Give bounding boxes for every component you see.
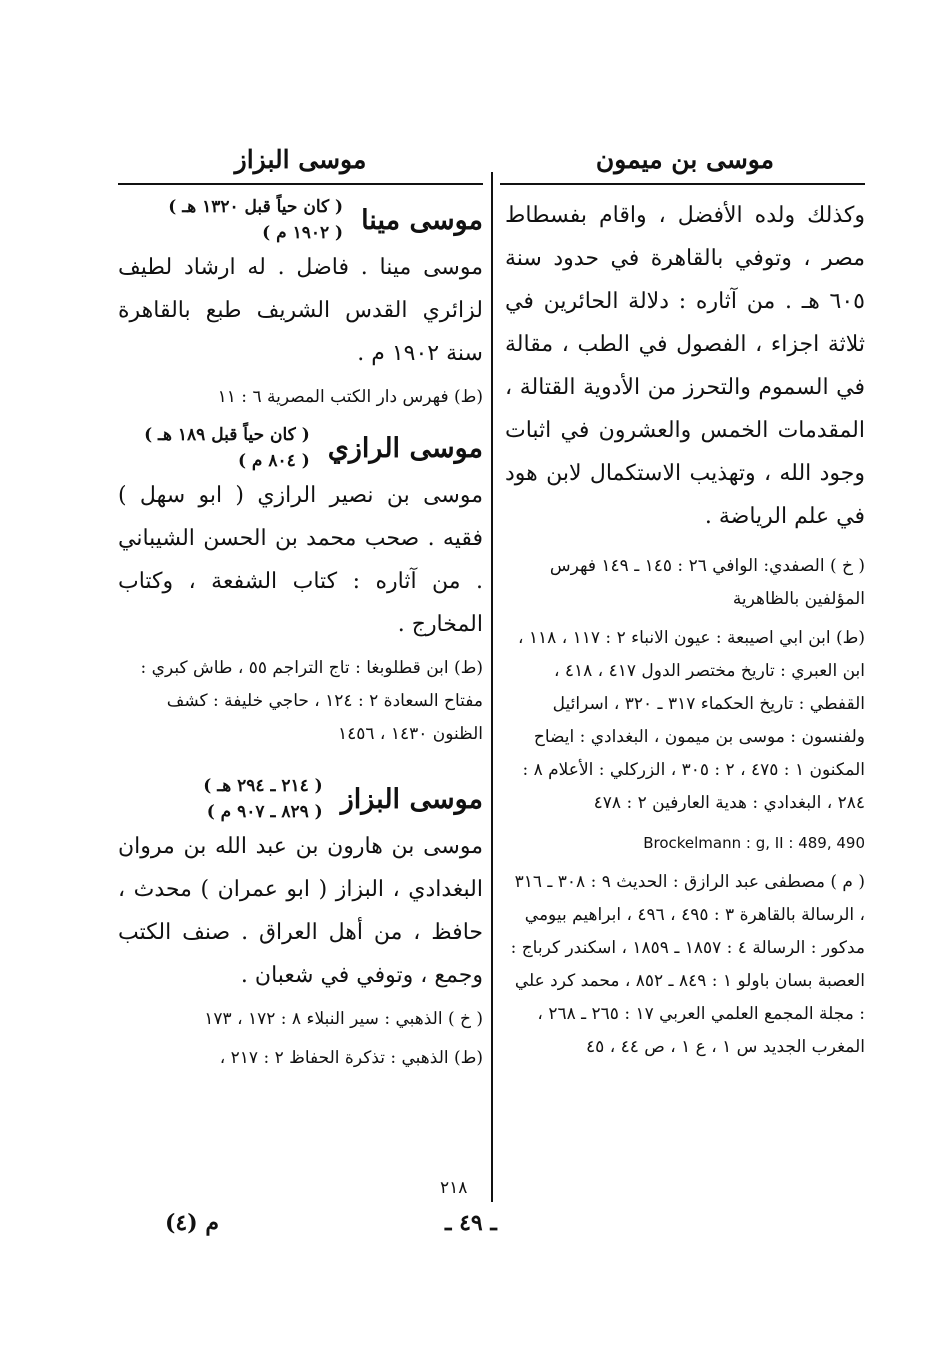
entry-paragraph: موسى بن هارون بن عبد الله بن مروان البغدادي ، البزاز ( ابو عمران ) محدث ، حافظ ، من أهل العراق . صنف الكتب وجمع ، وتوفي في شعبان . — [118, 834, 483, 988]
entry-name: موسى الرازي — [327, 432, 483, 464]
entry-paragraph: موسى بن نصير الرازي ( ابو سهل ) فقيه . صحب محمد بن الحسن الشيباني . من آثاره : كتاب الشفعة ، وكتاب المخارج . — [118, 483, 483, 637]
signature-mark: م (٤) — [165, 1210, 219, 1236]
right-source-latin: Brockelmann : g, II : 489, 490 — [643, 834, 865, 852]
entry-dates — [144, 422, 310, 474]
left-header-rule — [118, 183, 483, 185]
entry-heading — [118, 773, 483, 825]
entry-heading — [118, 194, 483, 246]
entry-dates — [203, 773, 322, 825]
right-source-kh: ( خ ) الصفدي: الوافي ٢٦ : ١٤٥ ـ ١٤٩ فهرس المؤلفين بالظاهرية — [549, 556, 865, 609]
entry-sources: (ط) فهرس دار الكتب المصرية ٦ : ١١ — [217, 387, 483, 407]
continuation-number: ٢١٨ — [440, 1178, 468, 1198]
entry-dates-hijri: ( كان حياً قبل ١٣٢٠ هـ ) — [168, 197, 344, 217]
right-paragraph: وكذلك ولده الأفضل ، واقام بفسطاط مصر ، وتوفي بالقاهرة في حدود سنة ٦٠٥ هـ . من آثاره : دلالة الحائرين في ثلاثة اجزاء ، الفصول في الطب ، مقالة في السموم والتحرز من الأدوية القتالة ، المقدمات الخمس والعشرون في اثبات وجود الله ، وتهذيب الاستكمال لابن هود في علم الرياضة . — [505, 203, 865, 529]
right-header-rule — [500, 183, 865, 185]
entry-source-kh: ( خ ) الذهبي : سير النبلاء ٨ : ١٧٢ ، ١٧٣ — [204, 1009, 483, 1029]
entry-dates-gregorian: ( ٨٢٩ ـ ٩٠٧ م ) — [206, 802, 323, 822]
left-column-header: موسى البزاز — [234, 145, 367, 174]
entry-dates-hijri: ( ٢١٤ ـ ٢٩٤ هـ ) — [203, 776, 323, 796]
entry-sources: (ط) ابن قطلوبغا : تاج التراجم ٥٥ ، طاش كبري : مفتاح السعادة ٢ : ١٢٤ ، حاجي خليفة : كشف الظنون ١٤٣٠ ، ١٤٥٦ — [140, 658, 483, 744]
right-source-t: (ط) ابن ابي اصيبعة : عيون الانباء ٢ : ١١٧ ، ١١٨ ، ابن العبري : تاريخ مختصر الدول ٤١٧ ، ٤١٨ ، القفطي : تاريخ الحكماء ٣١٧ ـ ٣٢٠ ، اسرائيل ولفنسون : موسى بن ميمون ، البغدادي : ايضاح المكنون ١ : ٤٧٥ ، ٢ : ٣٠٥ ، الزركلي : الأعلام ٨ : ٢٨٤ ، البغدادي : هدية العارفين ٢ : ٤٧٨ — [518, 628, 865, 813]
entry-dates-gregorian: ( ٨٠٤ م ) — [237, 451, 310, 471]
right-column — [505, 140, 865, 1064]
column-divider — [491, 172, 493, 1202]
entry-dates — [168, 194, 343, 246]
right-source-m: ( م ) مصطفى عبد الرازق : الحديث ٩ : ٣٠٨ ـ ٣١٦ ، الرسالة بالقاهرة ٣ : ٤٩٥ ، ٤٩٦ ، ابراهيم بيومي مدكور : الرسالة ٤ : ١٨٥٧ ـ ١٨٥٩ ، اسكندر كرباج : العصبة بسان باولو ١ : ٨٤٩ ـ ٨٥٢ ، محمد كرد علي : مجلة المجمع العلمي العربي ١٧ : ٢٦٥ ـ ٢٦٨ ، المغرب الجديد س ١ ، ع ١ ، ص ٤٤ ، ٤٥ — [510, 872, 865, 1057]
entry-paragraph: موسى مينا . فاضل . له ارشاد لطيف لزائري القدس الشريف طبع بالقاهرة سنة ١٩٠٢ م . — [118, 255, 483, 366]
right-column-header: موسى بن ميمون — [595, 145, 775, 174]
page-number: ـ ٤٩ ـ — [445, 1210, 497, 1236]
entry-name: موسى البزاز — [340, 783, 483, 815]
entry-dates-gregorian: ( ١٩٠٢ م ) — [262, 223, 344, 243]
entry-name: موسى مينا — [361, 204, 483, 236]
left-column — [118, 140, 483, 1075]
entry-heading — [118, 422, 483, 474]
entry-source-t: (ط) الذهبي : تذكرة الحفاظ ٢ : ٢١٧ ، — [219, 1048, 483, 1068]
entry-dates-hijri: ( كان حياً قبل ١٨٩ هـ ) — [144, 425, 310, 445]
